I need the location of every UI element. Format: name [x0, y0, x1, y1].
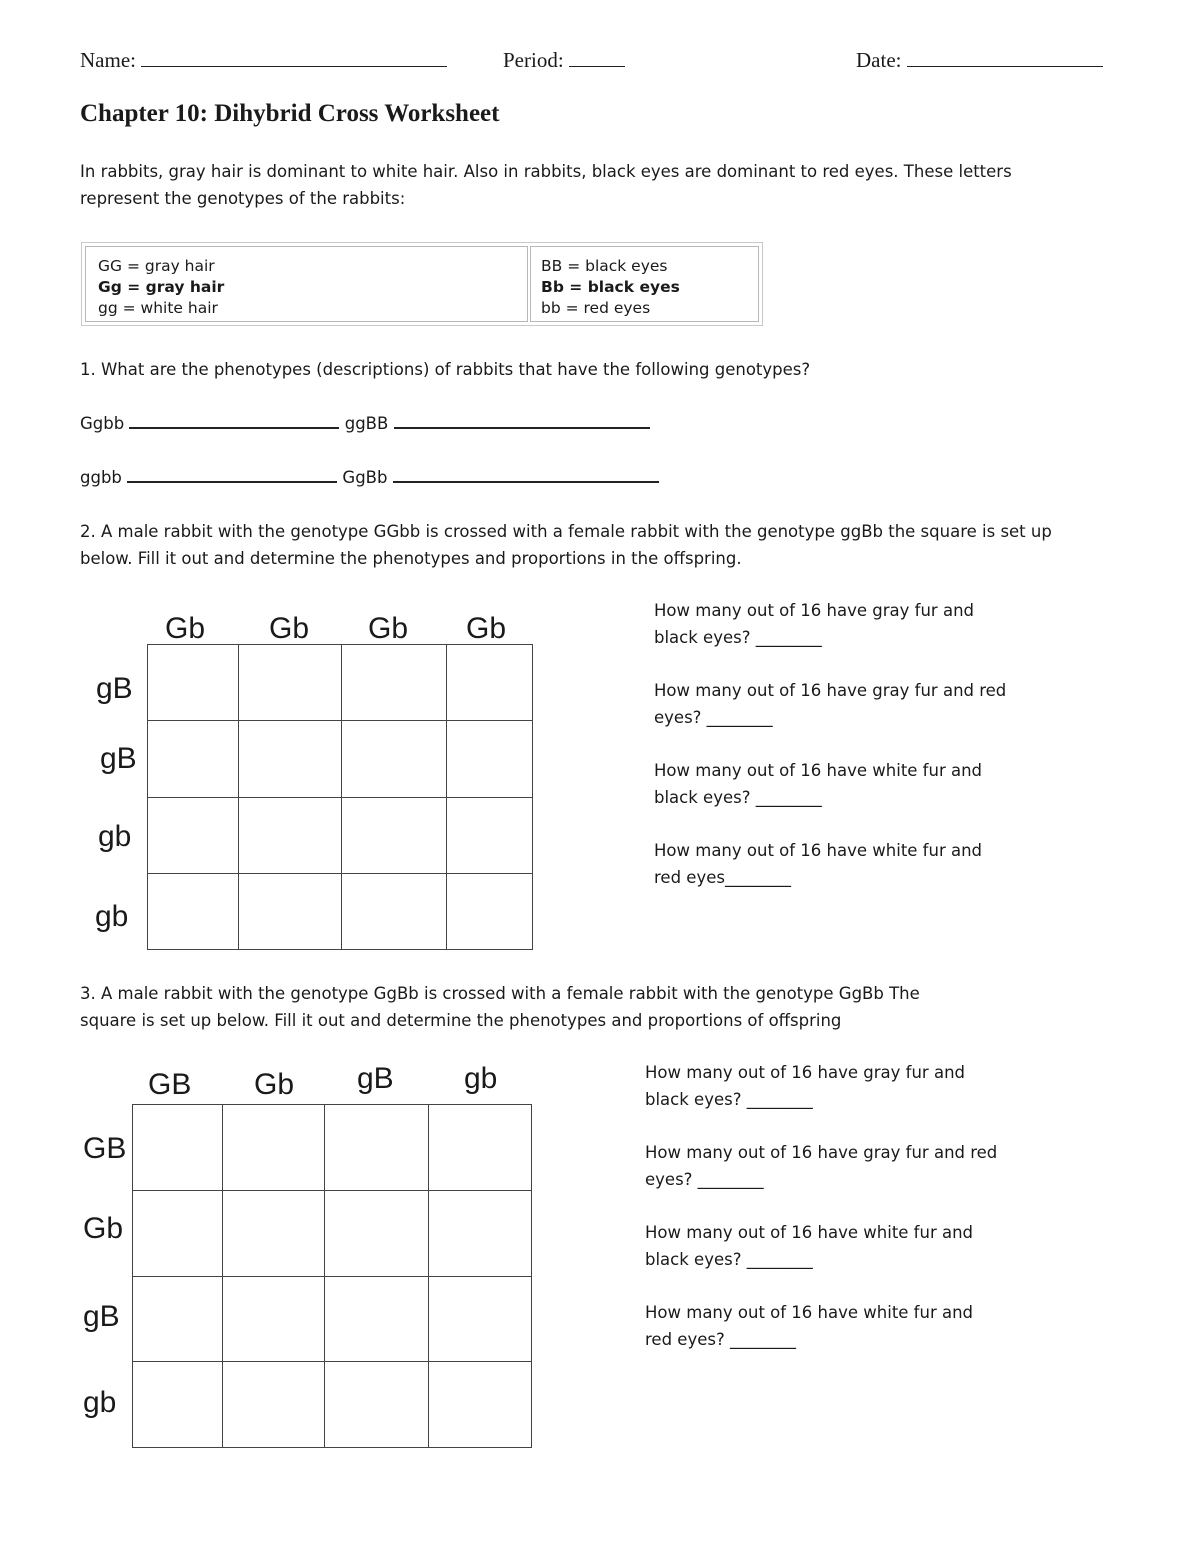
col-header: Gb — [165, 612, 206, 645]
q3-prompt — [80, 980, 920, 1034]
q3-question-3 — [645, 1219, 973, 1273]
q2-question-1 — [654, 597, 974, 651]
punnett-cell[interactable] — [148, 873, 239, 949]
punnett-cell[interactable] — [133, 1190, 223, 1276]
intro-line-2: represent the genotypes of the rabbits: — [80, 189, 406, 208]
question-line: red eyes________ — [654, 868, 791, 887]
q1-prompt: 1. What are the phenotypes (descriptions) of rabbits that have the following genotypes? — [80, 360, 811, 379]
row-header: gb — [83, 1386, 117, 1419]
punnett-square-2 — [132, 1104, 532, 1448]
genotype-label: ggbb — [80, 468, 122, 487]
eyes-key-cell — [530, 246, 759, 322]
punnett-cell[interactable] — [342, 645, 447, 721]
date-field[interactable] — [856, 46, 1103, 73]
question-line: black eyes? ________ — [645, 1250, 813, 1269]
punnett-cell[interactable] — [148, 797, 239, 873]
row-header: GB — [83, 1132, 127, 1165]
punnett-cell[interactable] — [239, 873, 342, 949]
q3-question-1 — [645, 1059, 965, 1113]
question-line: How many out of 16 have gray fur and red — [645, 1143, 998, 1162]
hair-key-cell — [85, 246, 528, 322]
col-header: gB — [357, 1062, 394, 1095]
period-blank[interactable] — [569, 46, 625, 67]
genotype-key-table — [81, 242, 763, 326]
period-label: Period: — [503, 48, 564, 72]
row-header: gB — [83, 1300, 120, 1333]
q2-line-1: 2. A male rabbit with the genotype GGbb is crossed with a female rabbit with the genotype ggBb the square is set up — [80, 522, 1052, 541]
intro-line-1: In rabbits, gray hair is dominant to white hair. Also in rabbits, black eyes are dominant to red eyes. These letters — [80, 162, 1012, 181]
hair-key-item: GG = gray hair — [98, 257, 215, 275]
punnett-row — [148, 797, 533, 873]
eyes-key-item: Bb = black eyes — [541, 278, 680, 296]
punnett-cell[interactable] — [133, 1276, 223, 1362]
eyes-key-item: bb = red eyes — [541, 299, 651, 317]
punnett-row — [148, 873, 533, 949]
q2-question-4 — [654, 837, 982, 891]
punnett-cell[interactable] — [325, 1276, 429, 1362]
punnett-cell[interactable] — [429, 1105, 532, 1191]
genotype-label: Ggbb — [80, 414, 125, 433]
punnett-row — [133, 1276, 532, 1362]
genotype-label: ggBB — [344, 414, 389, 433]
question-line: black eyes? ________ — [645, 1090, 813, 1109]
punnett-row — [133, 1190, 532, 1276]
punnett-row — [133, 1362, 532, 1448]
punnett-cell[interactable] — [342, 873, 447, 949]
intro-paragraph — [80, 158, 1012, 212]
col-header: GB — [148, 1068, 192, 1101]
punnett-cell[interactable] — [429, 1190, 532, 1276]
punnett-cell[interactable] — [148, 645, 239, 721]
punnett-row — [148, 645, 533, 721]
q3-line-1: 3. A male rabbit with the genotype GgBb is crossed with a female rabbit with the genotype GgBb The — [80, 984, 920, 1003]
col-header: gb — [464, 1062, 498, 1095]
page-title: Chapter 10: Dihybrid Cross Worksheet — [80, 100, 500, 127]
punnett-cell[interactable] — [447, 797, 533, 873]
punnett-cell[interactable] — [239, 721, 342, 797]
question-line: How many out of 16 have white fur and — [645, 1223, 974, 1242]
punnett-cell[interactable] — [325, 1105, 429, 1191]
punnett-cell[interactable] — [223, 1190, 325, 1276]
hair-key-item: Gg = gray hair — [98, 278, 225, 296]
punnett-cell[interactable] — [148, 721, 239, 797]
col-header: Gb — [368, 612, 409, 645]
punnett-cell[interactable] — [133, 1105, 223, 1191]
period-field[interactable] — [503, 46, 625, 73]
genotype-label: GgBb — [342, 468, 388, 487]
question-line: black eyes? ________ — [654, 628, 822, 647]
row-header: gB — [100, 742, 137, 775]
row-header: gb — [98, 820, 132, 853]
punnett-cell[interactable] — [429, 1276, 532, 1362]
question-line: How many out of 16 have white fur and — [645, 1303, 974, 1322]
punnett-cell[interactable] — [429, 1362, 532, 1448]
row-header: gb — [95, 900, 129, 933]
col-header: Gb — [466, 612, 507, 645]
punnett-cell[interactable] — [239, 797, 342, 873]
punnett-cell[interactable] — [342, 721, 447, 797]
eyes-key-item: BB = black eyes — [541, 257, 668, 275]
punnett-cell[interactable] — [223, 1276, 325, 1362]
hair-key-item: gg = white hair — [98, 299, 218, 317]
punnett-square-1 — [147, 644, 533, 950]
question-line: How many out of 16 have gray fur and — [645, 1063, 965, 1082]
punnett-cell[interactable] — [325, 1190, 429, 1276]
row-header: gB — [96, 672, 133, 705]
q3-question-4 — [645, 1299, 973, 1353]
question-line: How many out of 16 have gray fur and red — [654, 681, 1007, 700]
q1-row-1 — [80, 410, 650, 437]
answer-blank[interactable] — [129, 413, 339, 429]
punnett-cell[interactable] — [447, 721, 533, 797]
question-line: How many out of 16 have white fur and — [654, 761, 983, 780]
name-blank[interactable] — [141, 46, 447, 67]
answer-blank[interactable] — [394, 413, 650, 429]
name-label: Name: — [80, 48, 136, 72]
col-header: Gb — [269, 612, 310, 645]
q2-prompt — [80, 518, 1052, 572]
q3-line-2: square is set up below. Fill it out and determine the phenotypes and proportions of offspring — [80, 1011, 842, 1030]
punnett-cell[interactable] — [447, 645, 533, 721]
punnett-cell[interactable] — [447, 873, 533, 949]
punnett-cell[interactable] — [342, 797, 447, 873]
q2-question-2 — [654, 677, 1006, 731]
question-line: eyes? ________ — [645, 1170, 764, 1189]
date-blank[interactable] — [907, 46, 1103, 67]
row-header: Gb — [83, 1212, 124, 1245]
question-line: How many out of 16 have white fur and — [654, 841, 983, 860]
question-line: red eyes? ________ — [645, 1330, 796, 1349]
question-line: black eyes? ________ — [654, 788, 822, 807]
question-line: How many out of 16 have gray fur and — [654, 601, 974, 620]
answer-blank[interactable] — [127, 467, 337, 483]
name-field[interactable] — [80, 46, 447, 73]
punnett-row — [148, 721, 533, 797]
q1-row-2 — [80, 464, 659, 491]
punnett-cell[interactable] — [133, 1362, 223, 1448]
punnett-cell[interactable] — [239, 645, 342, 721]
question-line: eyes? ________ — [654, 708, 773, 727]
answer-blank[interactable] — [393, 467, 659, 483]
punnett-cell[interactable] — [325, 1362, 429, 1448]
q3-question-2 — [645, 1139, 997, 1193]
punnett-row — [133, 1105, 532, 1191]
q2-line-2: below. Fill it out and determine the phenotypes and proportions in the offspring. — [80, 549, 742, 568]
date-label: Date: — [856, 48, 902, 72]
q2-question-3 — [654, 757, 982, 811]
col-header: Gb — [254, 1068, 295, 1101]
punnett-cell[interactable] — [223, 1362, 325, 1448]
punnett-cell[interactable] — [223, 1105, 325, 1191]
